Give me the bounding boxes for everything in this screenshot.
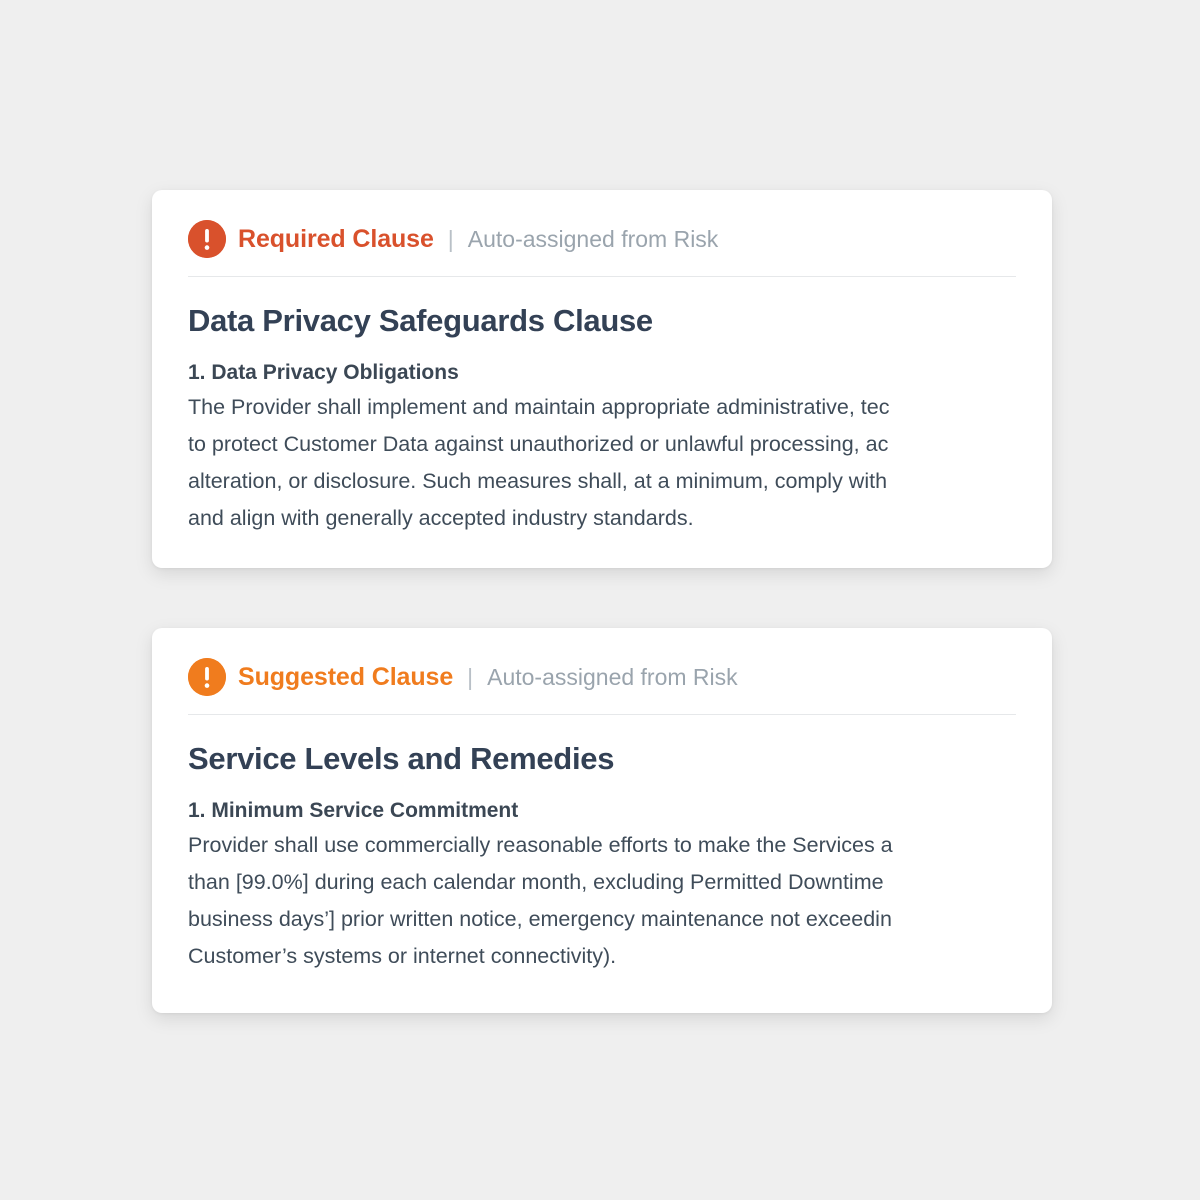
clause-divider	[188, 276, 1016, 277]
clause-card-required[interactable]	[152, 190, 1052, 568]
clause-body-line: alteration, or disclosure. Such measures shall, at a minimum, comply with	[188, 469, 888, 493]
clause-body-line: business days’] prior written notice, emergency maintenance not exceedin	[188, 907, 892, 931]
clause-badge-separator: |	[447, 225, 454, 252]
clause-badge-label: Suggested Clause	[238, 662, 454, 691]
clause-card-suggested[interactable]	[152, 628, 1052, 1013]
clause-body-text	[188, 389, 1016, 537]
clause-body-line: Customer’s systems or internet connectivity).	[188, 944, 617, 968]
clause-badge-row	[188, 220, 1016, 276]
clause-badge-row	[188, 658, 1016, 714]
clause-body-line: Provider shall use commercially reasonable efforts to make the Services a	[188, 833, 893, 857]
clause-badge-separator: |	[467, 663, 474, 690]
clause-card-content	[152, 628, 1052, 975]
exclamation-circle-icon	[188, 220, 226, 258]
clause-body-text	[188, 827, 1016, 975]
clause-section-heading: 1. Data Privacy Obligations	[188, 361, 459, 384]
clause-badge-subtitle: Auto-assigned from Risk	[487, 663, 738, 690]
clause-body-line: than [99.0%] during each calendar month, excluding Permitted Downtime	[188, 870, 884, 894]
clause-body-line: to protect Customer Data against unauthorized or unlawful processing, ac	[188, 432, 889, 456]
exclamation-circle-icon	[188, 658, 226, 696]
clause-body-line: and align with generally accepted industry standards.	[188, 506, 694, 530]
clause-badge-label: Required Clause	[238, 224, 434, 253]
clause-divider	[188, 714, 1016, 715]
clause-badge-subtitle: Auto-assigned from Risk	[467, 225, 719, 252]
clause-title: Service Levels and Remedies	[188, 741, 615, 776]
clause-body-line: The Provider shall implement and maintain appropriate administrative, tec	[188, 395, 890, 419]
clause-title: Data Privacy Safeguards Clause	[188, 303, 653, 338]
clause-section-heading: 1. Minimum Service Commitment	[188, 799, 519, 822]
clause-card-content	[152, 190, 1052, 537]
